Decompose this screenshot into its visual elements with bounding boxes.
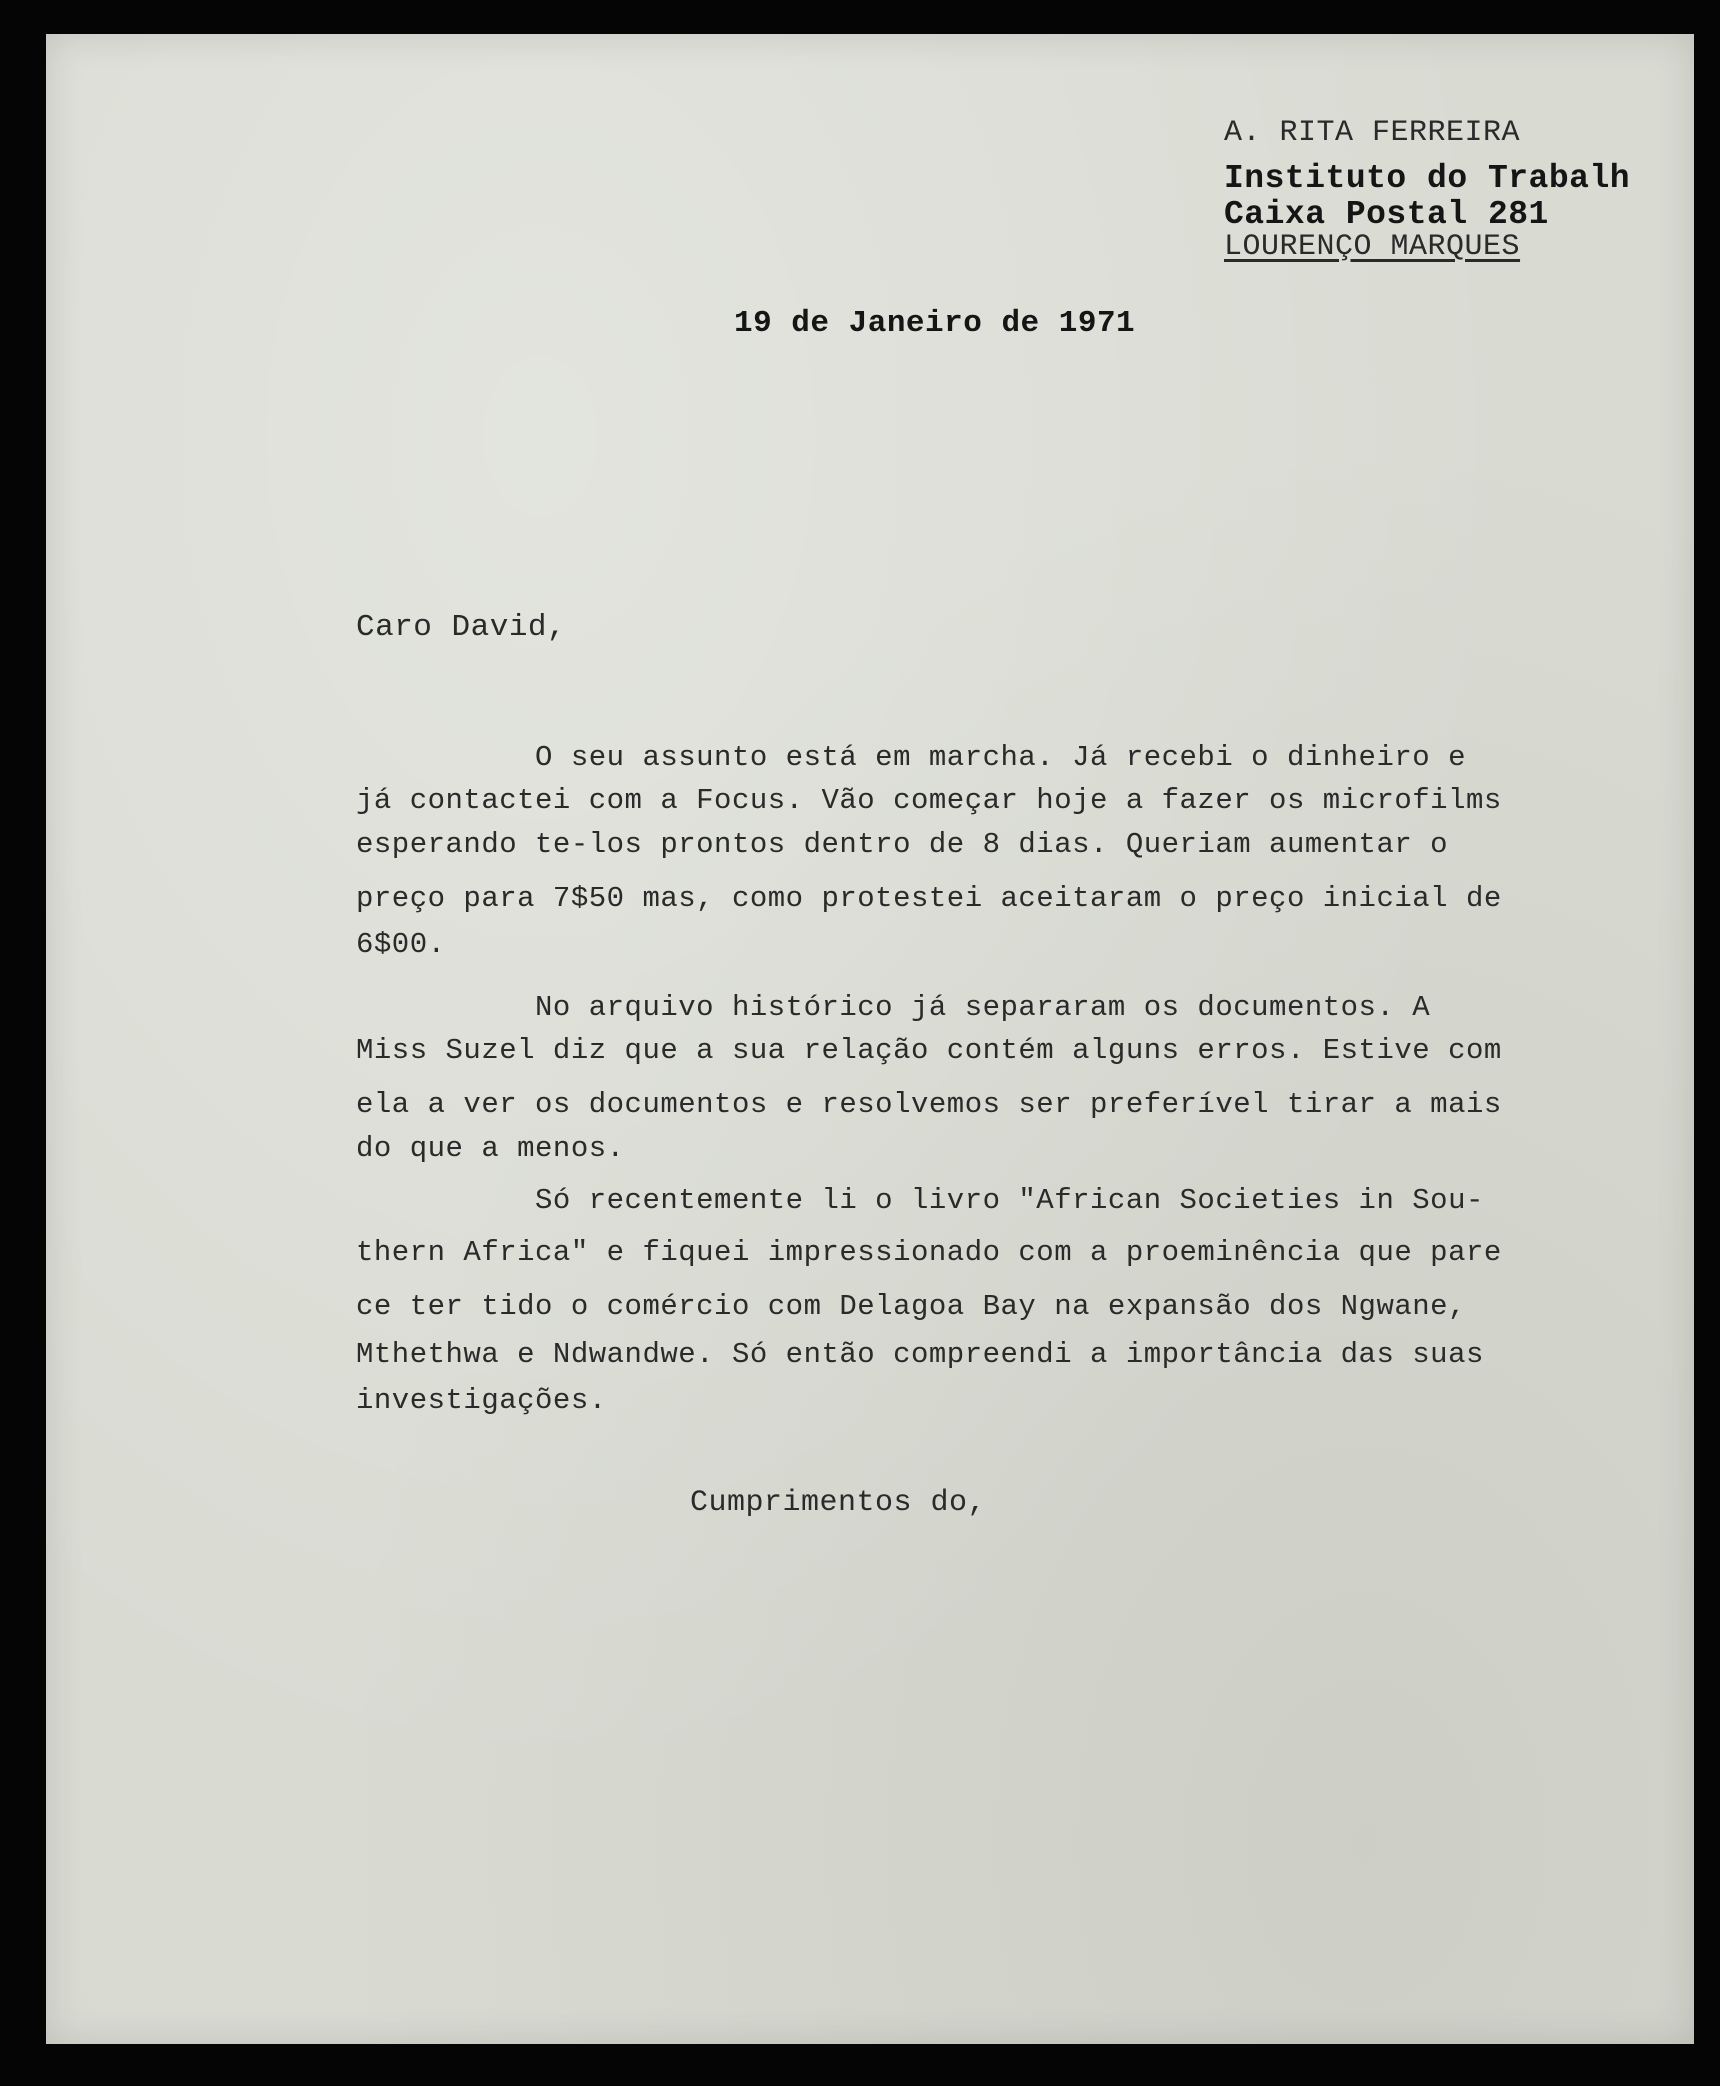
salutation: Caro David, — [356, 610, 567, 645]
closing: Cumprimentos do, — [690, 1486, 987, 1520]
sender-city: LOURENÇO MARQUES — [1224, 230, 1521, 264]
body-line: No arquivo histórico já separaram os documentos. A — [356, 991, 1431, 1024]
body-line: 6$00. — [356, 928, 446, 961]
body-line: O seu assunto está em marcha. Já recebi o dinheiro e — [356, 741, 1466, 774]
sender-institution: Instituto do Trabalh — [1224, 160, 1631, 197]
sender-name: A. RITA FERREIRA — [1224, 116, 1521, 150]
body-line: ela a ver os documentos e resolvemos ser preferível tirar a mais — [356, 1088, 1502, 1121]
body-line: Só recentemente li o livro "African Societies in Sou- — [356, 1184, 1484, 1217]
body-line: Miss Suzel diz que a sua relação contém alguns erros. Estive com — [356, 1034, 1502, 1067]
body-line: do que a menos. — [356, 1132, 625, 1165]
sender-postal-box: Caixa Postal 281 — [1224, 196, 1549, 233]
body-line: preço para 7$50 mas, como protestei aceitaram o preço inicial de — [356, 882, 1502, 915]
body-line: ce ter tido o comércio com Delagoa Bay na expansão dos Ngwane, — [356, 1290, 1466, 1323]
body-line: Mthethwa e Ndwandwe. Só então compreendi a importância das suas — [356, 1338, 1484, 1371]
body-line: esperando te-los prontos dentro de 8 dias. Queriam aumentar o — [356, 828, 1449, 861]
body-line: thern Africa" e fiquei impressionado com a proeminência que pare — [356, 1236, 1502, 1269]
body-line: já contactei com a Focus. Vão começar hoje a fazer os microfilms — [356, 784, 1502, 817]
body-line: investigações. — [356, 1384, 607, 1417]
letter-date: 19 de Janeiro de 1971 — [734, 306, 1136, 341]
